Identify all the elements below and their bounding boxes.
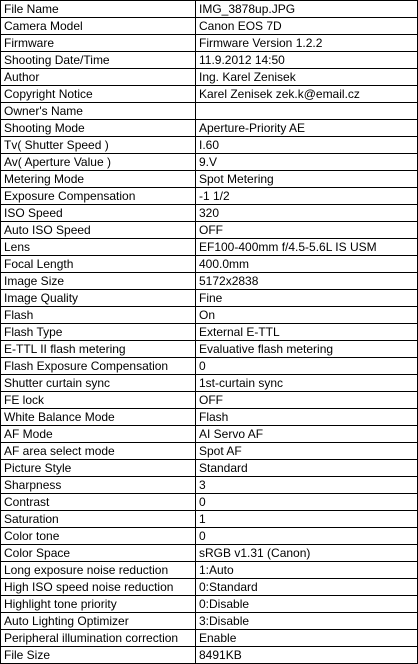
property-label: Owner's Name (1, 103, 196, 120)
property-value: 1:Auto (196, 562, 418, 579)
property-label: Flash Exposure Compensation (1, 358, 196, 375)
property-label: High ISO speed noise reduction (1, 579, 196, 596)
property-value: sRGB v1.31 (Canon) (196, 545, 418, 562)
property-value: 9.V (196, 154, 418, 171)
property-value: 320 (196, 205, 418, 222)
table-row-camera-model (1, 18, 418, 35)
property-value: 5172x2838 (196, 273, 418, 290)
table-row-peripheral-illumination-correction (1, 630, 418, 647)
property-label: Image Size (1, 273, 196, 290)
property-value: 0 (196, 494, 418, 511)
property-label: Auto ISO Speed (1, 222, 196, 239)
property-label: Camera Model (1, 18, 196, 35)
property-value: 3:Disable (196, 613, 418, 630)
property-value: 1 (196, 511, 418, 528)
property-value: 0 (196, 528, 418, 545)
table-row-white-balance-mode (1, 409, 418, 426)
property-label: File Name (1, 1, 196, 18)
property-label: Long exposure noise reduction (1, 562, 196, 579)
property-value: IMG_3878up.JPG (196, 1, 418, 18)
table-row-metering-mode (1, 171, 418, 188)
property-value: 8491KB (196, 647, 418, 664)
property-label: Peripheral illumination correction (1, 630, 196, 647)
property-value: 0 (196, 358, 418, 375)
property-label: Metering Mode (1, 171, 196, 188)
property-label: Shooting Mode (1, 120, 196, 137)
property-label: AF Mode (1, 426, 196, 443)
property-label: Picture Style (1, 460, 196, 477)
property-value: 11.9.2012 14:50 (196, 52, 418, 69)
table-row-sharpness (1, 477, 418, 494)
property-label: E-TTL II flash metering (1, 341, 196, 358)
property-value: Spot Metering (196, 171, 418, 188)
property-label: Lens (1, 239, 196, 256)
property-value: Evaluative flash metering (196, 341, 418, 358)
property-label: Shooting Date/Time (1, 52, 196, 69)
property-value: Ing. Karel Zenisek (196, 69, 418, 86)
table-row-fe-lock (1, 392, 418, 409)
table-row-shooting-date-time (1, 52, 418, 69)
property-value: Enable (196, 630, 418, 647)
property-label: Flash Type (1, 324, 196, 341)
table-row-contrast (1, 494, 418, 511)
property-label: Contrast (1, 494, 196, 511)
property-label: Tv( Shutter Speed ) (1, 137, 196, 154)
table-row-shooting-mode (1, 120, 418, 137)
property-label: White Balance Mode (1, 409, 196, 426)
property-label: File Size (1, 647, 196, 664)
table-row-shutter-speed (1, 137, 418, 154)
property-value: 400.0mm (196, 256, 418, 273)
table-row-owners-name (1, 103, 418, 120)
property-label: AF area select mode (1, 443, 196, 460)
property-value: 0:Disable (196, 596, 418, 613)
property-value: Standard (196, 460, 418, 477)
property-label: Highlight tone priority (1, 596, 196, 613)
property-label: Firmware (1, 35, 196, 52)
table-row-highlight-tone-priority (1, 596, 418, 613)
property-value: 1st-curtain sync (196, 375, 418, 392)
table-row-lens (1, 239, 418, 256)
property-value: Fine (196, 290, 418, 307)
table-row-firmware (1, 35, 418, 52)
property-value: I.60 (196, 137, 418, 154)
table-row-ettl-flash-metering (1, 341, 418, 358)
property-label: Auto Lighting Optimizer (1, 613, 196, 630)
table-row-exposure-compensation (1, 188, 418, 205)
table-row-author (1, 69, 418, 86)
table-row-saturation (1, 511, 418, 528)
table-row-picture-style (1, 460, 418, 477)
table-row-shutter-curtain-sync (1, 375, 418, 392)
property-label: Color tone (1, 528, 196, 545)
property-value: -1 1/2 (196, 188, 418, 205)
table-row-color-space (1, 545, 418, 562)
property-label: Color Space (1, 545, 196, 562)
property-label: Focal Length (1, 256, 196, 273)
table-row-long-exposure-noise-reduction (1, 562, 418, 579)
table-row-auto-iso-speed (1, 222, 418, 239)
property-value: OFF (196, 222, 418, 239)
property-value: OFF (196, 392, 418, 409)
property-label: Av( Aperture Value ) (1, 154, 196, 171)
property-value: Canon EOS 7D (196, 18, 418, 35)
property-label: ISO Speed (1, 205, 196, 222)
property-value: On (196, 307, 418, 324)
property-value: 3 (196, 477, 418, 494)
table-row-auto-lighting-optimizer (1, 613, 418, 630)
table-row-copyright-notice (1, 86, 418, 103)
property-label: Shutter curtain sync (1, 375, 196, 392)
property-label: Sharpness (1, 477, 196, 494)
property-value: Karel Zenisek zek.k@email.cz (196, 86, 418, 103)
table-row-iso-speed (1, 205, 418, 222)
table-row-flash-type (1, 324, 418, 341)
table-row-high-iso-noise-reduction (1, 579, 418, 596)
table-row-file-name (1, 1, 418, 18)
table-row-flash-exposure-compensation (1, 358, 418, 375)
table-row-af-area-select-mode (1, 443, 418, 460)
property-label: Flash (1, 307, 196, 324)
property-value: Flash (196, 409, 418, 426)
property-value (196, 103, 418, 120)
property-value: Aperture-Priority AE (196, 120, 418, 137)
property-value: AI Servo AF (196, 426, 418, 443)
property-value: 0:Standard (196, 579, 418, 596)
property-value: Firmware Version 1.2.2 (196, 35, 418, 52)
property-label: FE lock (1, 392, 196, 409)
property-label: Saturation (1, 511, 196, 528)
property-value: Spot AF (196, 443, 418, 460)
property-value: EF100-400mm f/4.5-5.6L IS USM (196, 239, 418, 256)
table-row-file-size (1, 647, 418, 664)
table-row-image-size (1, 273, 418, 290)
property-label: Author (1, 69, 196, 86)
table-row-image-quality (1, 290, 418, 307)
property-label: Copyright Notice (1, 86, 196, 103)
property-label: Exposure Compensation (1, 188, 196, 205)
table-row-focal-length (1, 256, 418, 273)
table-row-color-tone (1, 528, 418, 545)
table-row-flash (1, 307, 418, 324)
table-row-aperture-value (1, 154, 418, 171)
property-value: External E-TTL (196, 324, 418, 341)
table-row-af-mode (1, 426, 418, 443)
property-label: Image Quality (1, 290, 196, 307)
